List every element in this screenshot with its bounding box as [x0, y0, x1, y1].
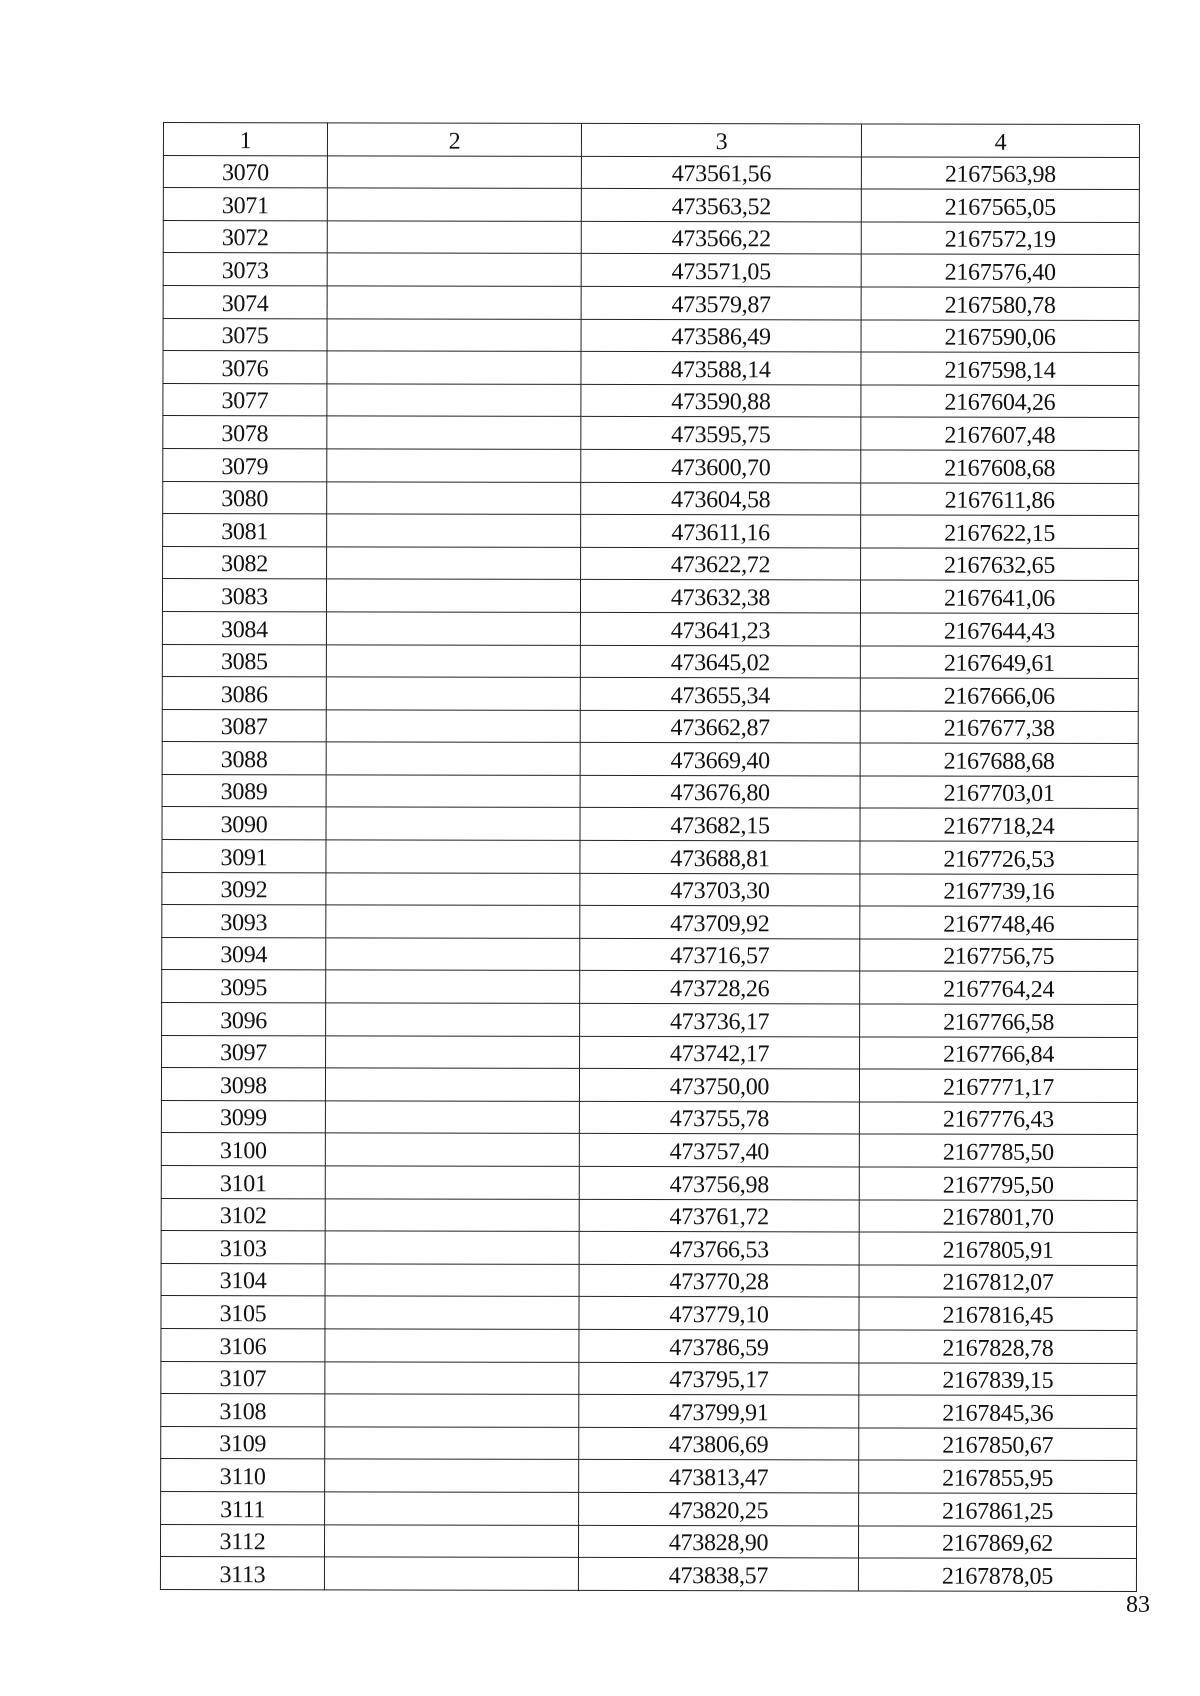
point-number-cell: 3087 [162, 709, 326, 742]
table-row [162, 644, 1138, 679]
column-2-cell [327, 481, 581, 514]
table-row [161, 1491, 1137, 1526]
column-2-cell [326, 775, 580, 808]
column-2-cell [325, 1198, 579, 1231]
y-coordinate-cell: 2167739,16 [860, 874, 1138, 907]
point-number-cell: 3112 [160, 1524, 324, 1557]
point-number-cell: 3094 [162, 937, 326, 970]
column-2-cell [324, 1524, 578, 1557]
point-number-cell: 3074 [163, 285, 327, 318]
column-2-cell [325, 1133, 579, 1166]
table-row [162, 1035, 1138, 1070]
column-2-cell [327, 384, 581, 417]
point-number-cell: 3111 [161, 1491, 325, 1524]
y-coordinate-cell: 2167801,70 [859, 1200, 1137, 1233]
table-row [163, 481, 1139, 516]
column-2-cell [326, 677, 580, 710]
x-coordinate-cell: 473676,80 [580, 775, 860, 808]
y-coordinate-cell: 2167828,78 [859, 1330, 1137, 1363]
x-coordinate-cell: 473586,49 [581, 319, 861, 352]
column-2-cell [324, 1557, 578, 1590]
point-number-cell: 3104 [161, 1263, 325, 1296]
y-coordinate-cell: 2167649,61 [860, 645, 1138, 678]
column-2-cell [327, 318, 581, 351]
y-coordinate-cell: 2167632,65 [861, 548, 1139, 581]
column-2-cell [325, 1101, 579, 1134]
y-coordinate-cell: 2167845,36 [859, 1395, 1137, 1428]
column-2-cell [326, 644, 580, 677]
column-2-cell [327, 416, 581, 449]
point-number-cell: 3100 [161, 1133, 325, 1166]
x-coordinate-cell: 473795,17 [579, 1362, 859, 1395]
column-2-cell [325, 1068, 579, 1101]
y-coordinate-cell: 2167641,06 [860, 580, 1138, 613]
y-coordinate-cell: 2167703,01 [860, 776, 1138, 809]
point-number-cell: 3105 [161, 1296, 325, 1329]
table-body [160, 155, 1139, 1591]
table-row [161, 1361, 1137, 1396]
point-number-cell: 3085 [162, 644, 326, 677]
point-number-cell: 3078 [163, 416, 327, 449]
point-number-cell: 3073 [163, 253, 327, 286]
table-row [162, 677, 1138, 712]
table-row [160, 1557, 1136, 1592]
table-row [162, 611, 1138, 646]
column-2-cell [327, 286, 581, 319]
y-coordinate-cell: 2167748,46 [860, 906, 1138, 939]
point-number-cell: 3090 [162, 807, 326, 840]
x-coordinate-cell: 473757,40 [579, 1134, 859, 1167]
y-coordinate-cell: 2167771,17 [859, 1069, 1137, 1102]
column-2-cell [327, 449, 581, 482]
point-number-cell: 3096 [162, 1003, 326, 1036]
table-row [163, 253, 1139, 288]
x-coordinate-cell: 473662,87 [580, 710, 860, 743]
point-number-cell: 3113 [160, 1557, 324, 1590]
column-2-cell [327, 221, 581, 254]
point-number-cell: 3109 [161, 1426, 325, 1459]
x-coordinate-cell: 473590,88 [581, 384, 861, 417]
x-coordinate-cell: 473786,59 [579, 1329, 859, 1362]
x-coordinate-cell: 473561,56 [581, 156, 861, 189]
column-header-4: 4 [861, 124, 1139, 157]
y-coordinate-cell: 2167590,06 [861, 320, 1139, 353]
x-coordinate-cell: 473600,70 [581, 449, 861, 482]
y-coordinate-cell: 2167756,75 [860, 939, 1138, 972]
x-coordinate-cell: 473728,26 [580, 971, 860, 1004]
y-coordinate-cell: 2167861,25 [859, 1493, 1137, 1526]
y-coordinate-cell: 2167776,43 [859, 1102, 1137, 1135]
x-coordinate-cell: 473595,75 [581, 417, 861, 450]
point-number-cell: 3097 [162, 1035, 326, 1068]
table-row [161, 1068, 1137, 1103]
point-number-cell: 3091 [162, 840, 326, 873]
y-coordinate-cell: 2167785,50 [859, 1134, 1137, 1167]
x-coordinate-cell: 473736,17 [580, 1003, 860, 1036]
point-number-cell: 3072 [163, 220, 327, 253]
column-2-cell [325, 1459, 579, 1492]
x-coordinate-cell: 473566,22 [581, 221, 861, 254]
column-2-cell [327, 547, 581, 580]
x-coordinate-cell: 473716,57 [580, 938, 860, 971]
table-row [163, 546, 1139, 581]
y-coordinate-cell: 2167565,05 [861, 189, 1139, 222]
point-number-cell: 3089 [162, 774, 326, 807]
column-2-cell [326, 807, 580, 840]
table-row [162, 905, 1138, 940]
y-coordinate-cell: 2167644,43 [860, 613, 1138, 646]
point-number-cell: 3102 [161, 1198, 325, 1231]
x-coordinate-cell: 473779,10 [579, 1297, 859, 1330]
column-2-cell [327, 155, 581, 188]
y-coordinate-cell: 2167869,62 [858, 1525, 1136, 1558]
table-row [163, 155, 1139, 190]
x-coordinate-cell: 473703,30 [580, 873, 860, 906]
point-number-cell: 3106 [161, 1328, 325, 1361]
column-2-cell [326, 742, 580, 775]
column-2-cell [325, 1492, 579, 1525]
table-row [163, 188, 1139, 223]
y-coordinate-cell: 2167816,45 [859, 1297, 1137, 1330]
y-coordinate-cell: 2167688,68 [860, 743, 1138, 776]
y-coordinate-cell: 2167812,07 [859, 1265, 1137, 1298]
point-number-cell: 3103 [161, 1231, 325, 1264]
y-coordinate-cell: 2167764,24 [860, 971, 1138, 1004]
y-coordinate-cell: 2167855,95 [859, 1460, 1137, 1493]
point-number-cell: 3084 [162, 611, 326, 644]
column-2-cell [325, 1427, 579, 1460]
point-number-cell: 3093 [162, 905, 326, 938]
point-number-cell: 3082 [163, 546, 327, 579]
point-number-cell: 3086 [162, 677, 326, 710]
x-coordinate-cell: 473669,40 [580, 743, 860, 776]
table-row [161, 1296, 1137, 1331]
table-row [163, 383, 1139, 418]
table-row [162, 742, 1138, 777]
y-coordinate-cell: 2167563,98 [861, 157, 1139, 190]
y-coordinate-cell: 2167580,78 [861, 287, 1139, 320]
x-coordinate-cell: 473820,25 [579, 1492, 859, 1525]
column-2-cell [327, 188, 581, 221]
table-row [162, 1003, 1138, 1038]
table-row [161, 1328, 1137, 1363]
table-row [161, 1231, 1137, 1266]
x-coordinate-cell: 473645,02 [580, 645, 860, 678]
column-header-2: 2 [327, 123, 581, 156]
x-coordinate-cell: 473611,16 [581, 515, 861, 548]
point-number-cell: 3110 [161, 1459, 325, 1492]
point-number-cell: 3076 [163, 351, 327, 384]
table-row [162, 872, 1138, 907]
table-row [161, 1133, 1137, 1168]
table-row [161, 1198, 1137, 1233]
y-coordinate-cell: 2167726,53 [860, 841, 1138, 874]
y-coordinate-cell: 2167850,67 [859, 1428, 1137, 1461]
y-coordinate-cell: 2167805,91 [859, 1232, 1137, 1265]
table-row [161, 1459, 1137, 1494]
table-row [161, 1100, 1137, 1135]
table-header [163, 123, 1139, 158]
table-row [161, 1394, 1137, 1429]
x-coordinate-cell: 473766,53 [579, 1232, 859, 1265]
column-2-cell [325, 1296, 579, 1329]
table-row [163, 318, 1139, 353]
table-row [163, 351, 1139, 386]
column-2-cell [326, 938, 580, 971]
point-number-cell: 3083 [162, 579, 326, 612]
coordinates-table [160, 122, 1140, 1592]
x-coordinate-cell: 473756,98 [579, 1166, 859, 1199]
column-header-1: 1 [163, 123, 327, 156]
column-2-cell [326, 905, 580, 938]
y-coordinate-cell: 2167795,50 [859, 1167, 1137, 1200]
y-coordinate-cell: 2167608,68 [861, 450, 1139, 483]
table-row [163, 448, 1139, 483]
table-row [160, 1524, 1136, 1559]
column-2-cell [326, 612, 580, 645]
table-row [163, 220, 1139, 255]
y-coordinate-cell: 2167576,40 [861, 254, 1139, 287]
x-coordinate-cell: 473655,34 [580, 677, 860, 710]
x-coordinate-cell: 473641,23 [580, 612, 860, 645]
column-2-cell [326, 840, 580, 873]
column-2-cell [325, 1231, 579, 1264]
table-row [162, 840, 1138, 875]
x-coordinate-cell: 473755,78 [579, 1101, 859, 1134]
x-coordinate-cell: 473813,47 [579, 1460, 859, 1493]
point-number-cell: 3099 [161, 1100, 325, 1133]
y-coordinate-cell: 2167766,84 [860, 1037, 1138, 1070]
y-coordinate-cell: 2167611,86 [861, 482, 1139, 515]
column-2-cell [327, 351, 581, 384]
x-coordinate-cell: 473806,69 [579, 1427, 859, 1460]
y-coordinate-cell: 2167572,19 [861, 222, 1139, 255]
y-coordinate-cell: 2167839,15 [859, 1363, 1137, 1396]
column-2-cell [326, 872, 580, 905]
column-2-cell [326, 1035, 580, 1068]
x-coordinate-cell: 473688,81 [580, 840, 860, 873]
y-coordinate-cell: 2167604,26 [861, 385, 1139, 418]
y-coordinate-cell: 2167878,05 [858, 1558, 1136, 1591]
y-coordinate-cell: 2167718,24 [860, 808, 1138, 841]
point-number-cell: 3107 [161, 1361, 325, 1394]
x-coordinate-cell: 473682,15 [580, 808, 860, 841]
point-number-cell: 3095 [162, 970, 326, 1003]
page-number: 83 [1126, 1592, 1150, 1618]
x-coordinate-cell: 473761,72 [579, 1199, 859, 1232]
table-row [161, 1263, 1137, 1298]
y-coordinate-cell: 2167598,14 [861, 352, 1139, 385]
point-number-cell: 3079 [163, 448, 327, 481]
table-row [161, 1426, 1137, 1461]
column-2-cell [325, 1394, 579, 1427]
point-number-cell: 3108 [161, 1394, 325, 1427]
x-coordinate-cell: 473563,52 [581, 189, 861, 222]
x-coordinate-cell: 473828,90 [578, 1525, 858, 1558]
table-row [162, 970, 1138, 1005]
table-row [162, 937, 1138, 972]
point-number-cell: 3092 [162, 872, 326, 905]
point-number-cell: 3071 [163, 188, 327, 221]
y-coordinate-cell: 2167766,58 [860, 1004, 1138, 1037]
column-2-cell [326, 1003, 580, 1036]
table-row [162, 709, 1138, 744]
table-row [163, 285, 1139, 320]
x-coordinate-cell: 473579,87 [581, 286, 861, 319]
point-number-cell: 3080 [163, 481, 327, 514]
column-2-cell [325, 1264, 579, 1297]
point-number-cell: 3070 [163, 155, 327, 188]
column-2-cell [326, 970, 580, 1003]
y-coordinate-cell: 2167677,38 [860, 711, 1138, 744]
column-2-cell [326, 579, 580, 612]
point-number-cell: 3075 [163, 318, 327, 351]
point-number-cell: 3088 [162, 742, 326, 775]
y-coordinate-cell: 2167622,15 [861, 515, 1139, 548]
column-2-cell [325, 1361, 579, 1394]
table-row [162, 807, 1138, 842]
table-row [162, 774, 1138, 809]
column-2-cell [325, 1329, 579, 1362]
column-2-cell [326, 710, 580, 743]
table-row [163, 416, 1139, 451]
table-row [162, 579, 1138, 614]
x-coordinate-cell: 473770,28 [579, 1264, 859, 1297]
x-coordinate-cell: 473604,58 [581, 482, 861, 515]
column-2-cell [327, 514, 581, 547]
x-coordinate-cell: 473742,17 [580, 1036, 860, 1069]
point-number-cell: 3101 [161, 1165, 325, 1198]
header-row [163, 123, 1139, 158]
point-number-cell: 3077 [163, 383, 327, 416]
table-row [163, 514, 1139, 549]
y-coordinate-cell: 2167607,48 [861, 417, 1139, 450]
point-number-cell: 3081 [163, 514, 327, 547]
point-number-cell: 3098 [161, 1068, 325, 1101]
column-header-3: 3 [581, 123, 861, 156]
x-coordinate-cell: 473622,72 [581, 547, 861, 580]
x-coordinate-cell: 473750,00 [579, 1069, 859, 1102]
y-coordinate-cell: 2167666,06 [860, 678, 1138, 711]
table-row [161, 1165, 1137, 1200]
column-2-cell [325, 1166, 579, 1199]
x-coordinate-cell: 473571,05 [581, 254, 861, 287]
x-coordinate-cell: 473709,92 [580, 906, 860, 939]
x-coordinate-cell: 473838,57 [578, 1557, 858, 1590]
x-coordinate-cell: 473799,91 [579, 1395, 859, 1428]
column-2-cell [327, 253, 581, 286]
x-coordinate-cell: 473588,14 [581, 352, 861, 385]
x-coordinate-cell: 473632,38 [580, 580, 860, 613]
